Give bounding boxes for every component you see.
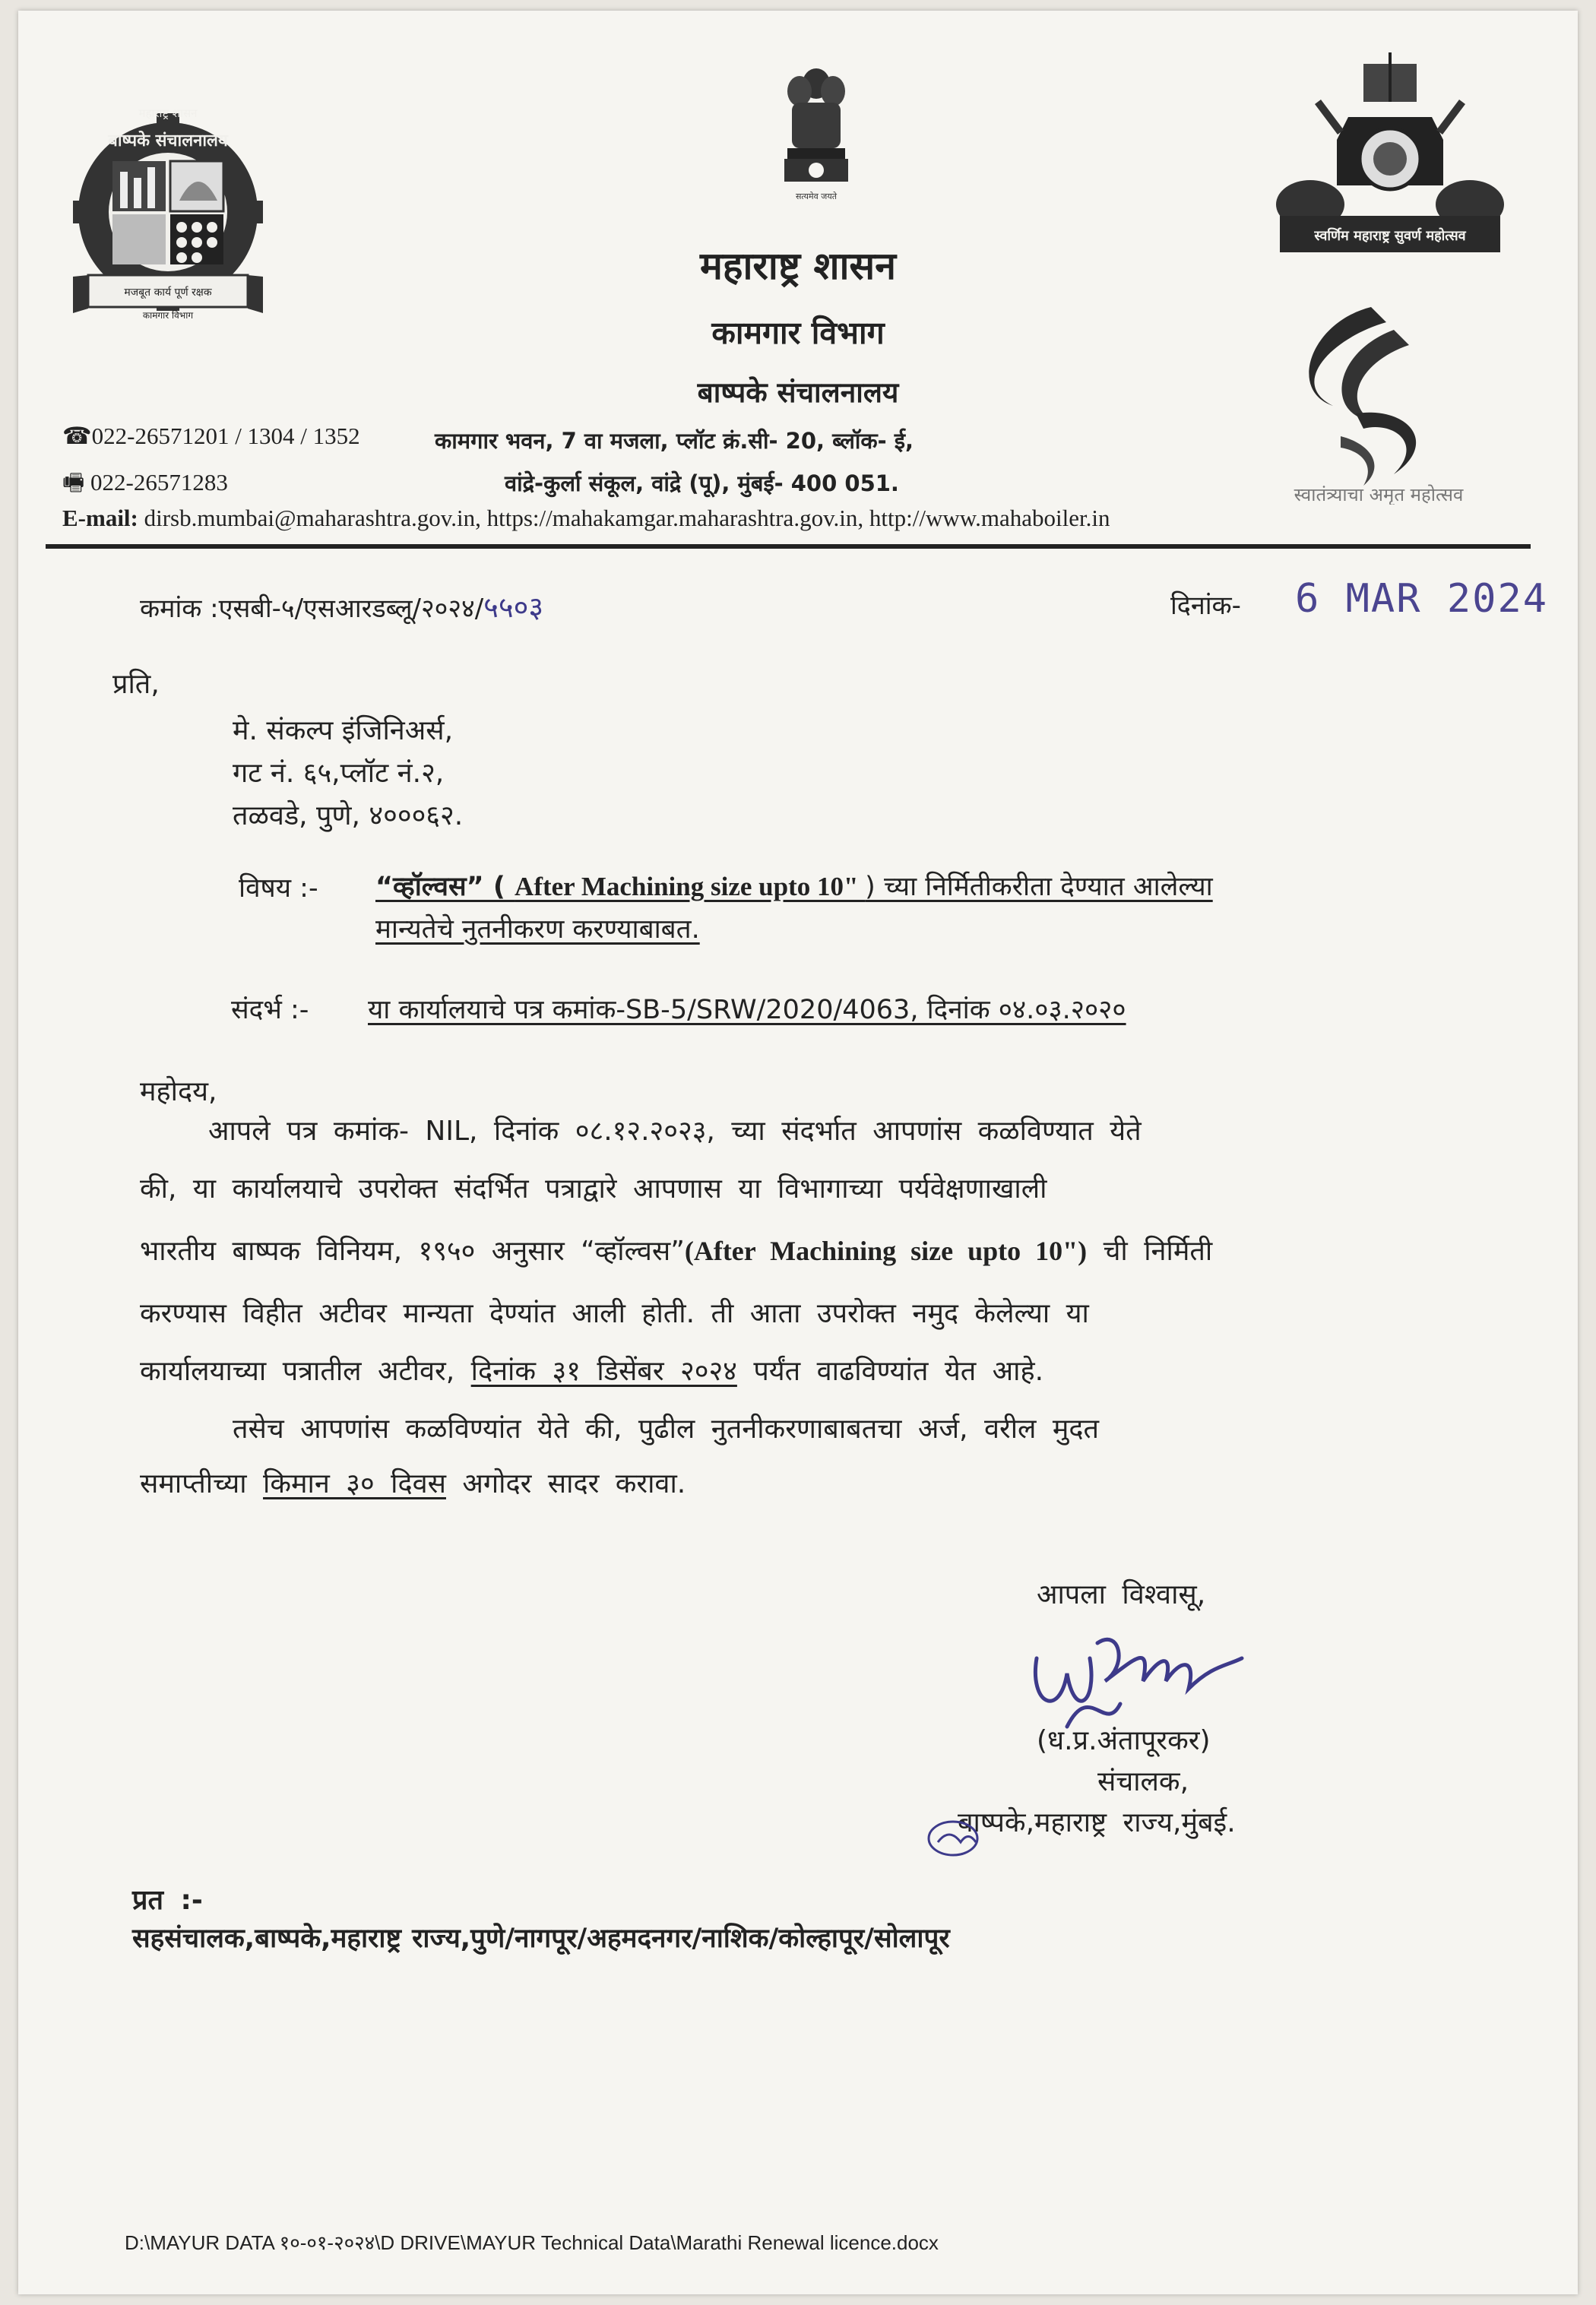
signatory-office: बाष्पके,महाराष्ट्र राज्य,मुंबई. [958,1807,1236,1838]
address-line-2: वांद्रे-कुर्ला संकूल, वांद्रे (पू), मुंबई- 400 051. [505,470,899,496]
department-title: कामगार विभाग [711,315,885,351]
subject-line-2: मान्यतेचे नुतनीकरण करण्याबाबत. [375,914,700,945]
recipient-address [233,710,463,837]
closing: आपला विश्वासू, [1037,1579,1206,1610]
reference-label: संदर्भ :- [231,995,309,1025]
svg-text:कामगार विभाग: कामगार विभाग [142,310,194,321]
reference-text: या कार्यालयाचे पत्र कमांक-SB-5/SRW/2020/4063, दिनांक ०४.०३.२०२० [368,995,1126,1025]
header-divider [46,544,1531,549]
letter-page [18,11,1578,2294]
file-path: D:\MAYUR DATA १०-०१-२०२४\D DRIVE\MAYUR Technical Data\Marathi Renewal licence.docx [125,2231,939,2254]
svg-text:स्वतंत्र भारत सरकार: स्वतंत्र भारत सरकार [1351,192,1429,204]
letter-date: दिनांक- [1170,590,1241,621]
recipient-line: मे. संकल्प इंजिनिअर्स, [233,715,454,746]
recipient-line: तळवडे, पुणे, ४०००६२. [233,800,464,831]
svg-text:सत्यमेव जयते: सत्यमेव जयते [795,192,838,201]
government-title: महाराष्ट्र शासन [700,244,896,288]
signatory-title: संचालक, [1097,1766,1189,1797]
salutation-to: प्रति, [112,669,160,700]
svg-text:बाष्पके संचालनालय: बाष्पके संचालनालय [108,131,228,150]
para1-line3: भारतीय बाष्पक विनियम, १९५० अनुसार “व्हॉल्वस”(After Machining size upto 10") ची निर्मिती [140,1236,1213,1267]
svg-text:महाराष्ट्र शासन: महाराष्ट्र शासन [138,106,198,120]
address-line-1: कामगार भवन, 7 वा मजला, प्लॉट क्रं.सी- 20, ब्लॉक- ई, [435,428,914,454]
golden-jubilee-crest [1265,49,1515,254]
para1-line2: की, या कार्यालयाचे उपरोक्त संदर्भित पत्राद्वारे आपणास या विभागाच्या पर्यवेक्षणाखाली [140,1173,1047,1205]
copy-label: प्रत :- [132,1885,203,1916]
svg-text:स्वर्णिम महाराष्ट्र सुवर्ण महो: स्वर्णिम महाराष्ट्र सुवर्ण महोत्सव [1314,228,1466,244]
para1-line1: आपले पत्र कमांक- NIL, दिनांक ०८.१२.२०२३, च्या संदर्भात आपणांस कळविण्यात येते [208,1116,1142,1147]
svg-text:स्वातंत्र्याचा अमृत महोत्सव: स्वातंत्र्याचा अमृत महोत्सव [1294,484,1464,505]
phone-icon: ☎ [62,423,92,449]
initial-mark [923,1812,991,1865]
svg-text:मजबूत कार्य पूर्ण रक्षक: मजबूत कार्य पूर्ण रक्षक [124,287,212,299]
office-title: बाष्पके संचालनालय [697,376,899,409]
para1-line5: कार्यालयाच्या पत्रातील अटीवर, दिनांक ३१ डिसेंबर २०२४ पर्यंत वाढविण्यांत येत आहे. [140,1356,1044,1387]
body-salutation: महोदय, [140,1076,217,1107]
signatory-name: (ध.प्र.अंतापूरकर) [1037,1725,1211,1756]
fax-line: 🖷 022-26571283 [62,469,228,496]
subject-label: विषय :- [239,873,318,904]
national-emblem [778,61,854,205]
phone-line: ☎022-26571201 / 1304 / 1352 [62,423,360,449]
para2-line2: समाप्तीच्या किमान ३० दिवस अगोदर सादर करावा. [140,1468,686,1499]
para1-line4: करण्यास विहीत अटीवर मान्यता देण्यांत आली होती. ती आता उपरोक्त नमुद केलेल्या या [140,1298,1089,1329]
para2-line1: तसेच आपणांस कळविण्यांत येते की, पुढील नुतनीकरणाबाबतचा अर्ज, वरील मुदत [233,1414,1100,1445]
recipient-line: गट नं. ६५,प्लॉट नं.२, [233,758,445,789]
subject-line-1: “व्हॉल्वस” ( After Machining size upto 10" ) च्या निर्मितीकरीता देण्यात आलेल्या [375,872,1213,902]
email-line: E-mail: dirsb.mumbai@maharashtra.gov.in, https://mahakamgar.maharashtra.gov.in, http://www.mahaboiler.in [62,505,1110,531]
handwritten-number: ५५०३ [483,590,544,624]
copy-recipients: सहसंचालक,बाष्पके,महाराष्ट्र राज्य,पुणे/नागपूर/अहमदनगर/नाशिक/कोल्हापूर/सोलापूर [132,1923,950,1954]
date-stamp: 6 MAR 2024 [1295,576,1549,622]
letter-number: कमांक :एसबी-५/एसआरडब्लू/२०२४/५५०३ [140,590,544,624]
fax-icon: 🖷 [62,469,85,496]
